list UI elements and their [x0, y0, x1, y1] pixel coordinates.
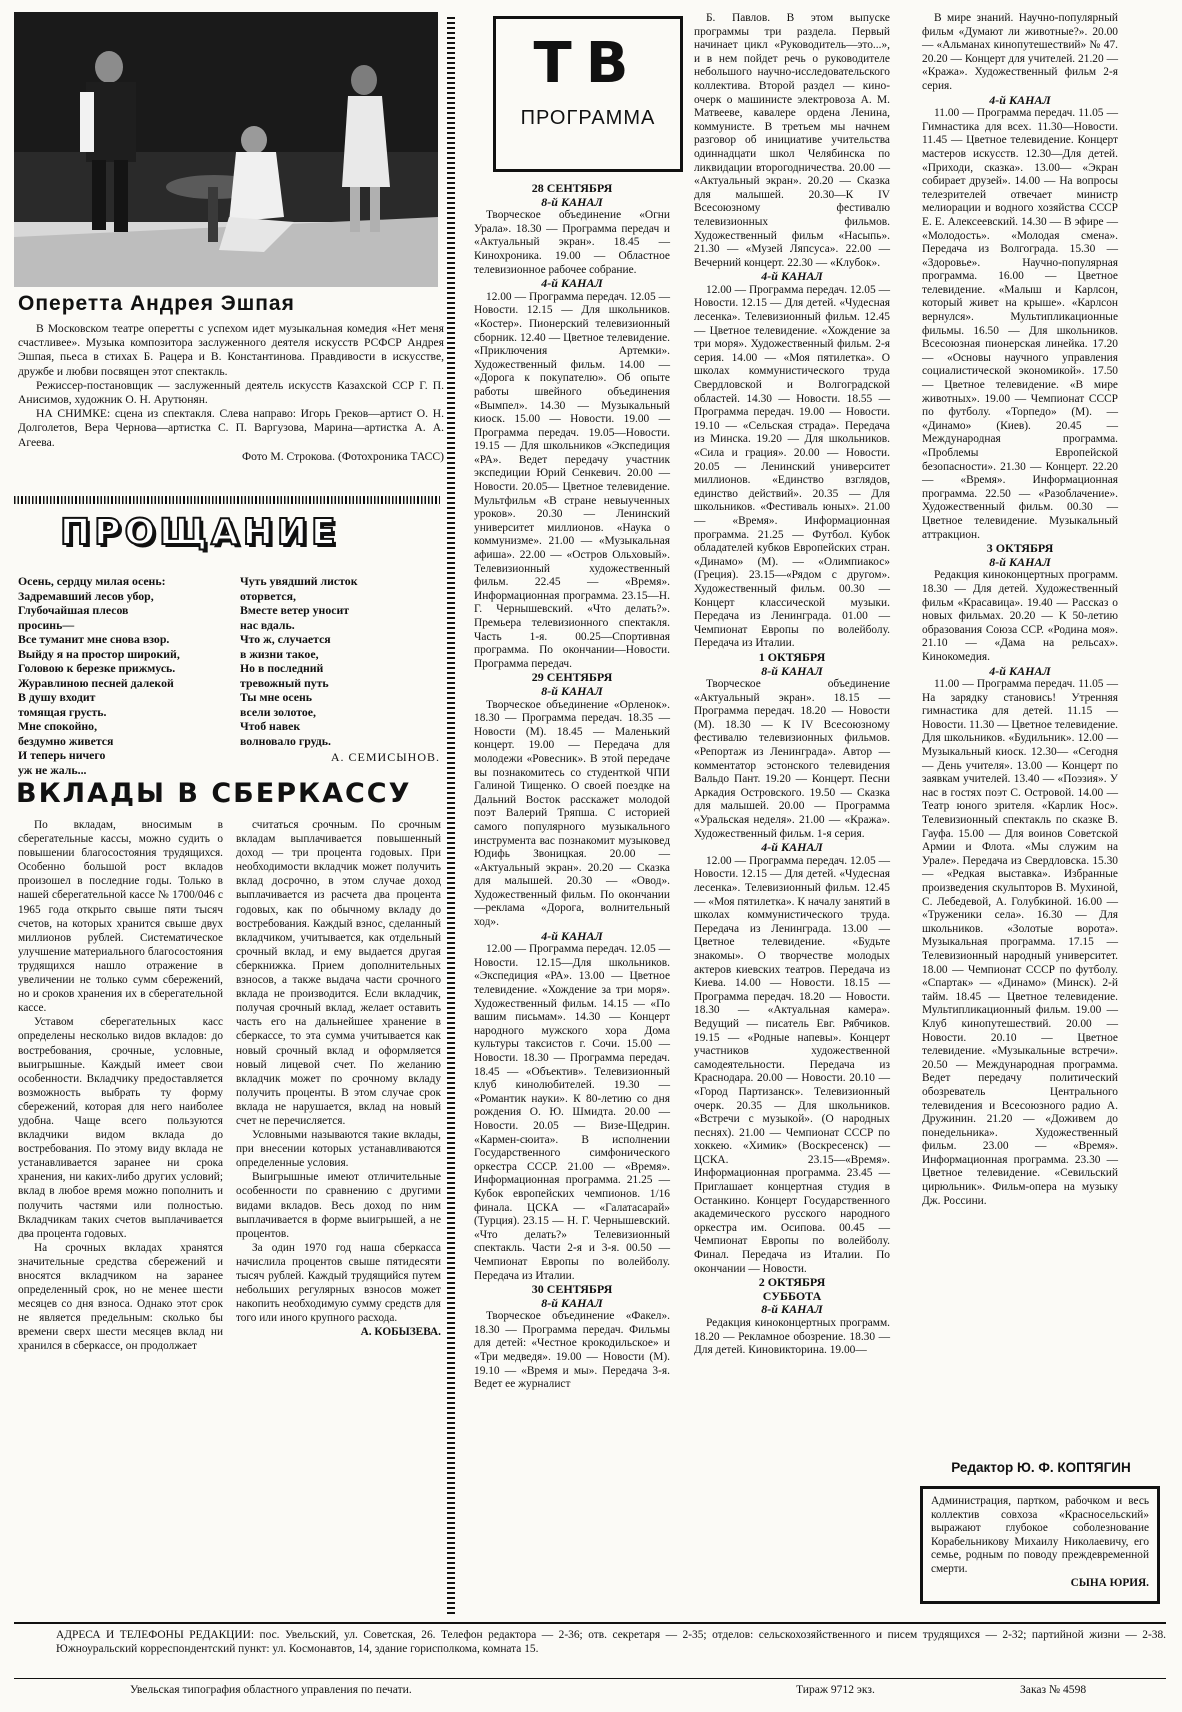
footer-rule: [14, 1622, 1166, 1624]
divider-hatch: [14, 496, 440, 504]
tv-channel-heading: 4-й КАНАЛ: [761, 269, 823, 284]
poem-line: Вместе ветер уносит: [240, 603, 350, 617]
tv-listing: В мире знаний. Научно-популярный фильм «Думают ли животные?». 20.00 — «Альманах кинопутешествий» № 47. 20.20 — Концерт для учителей. 21.20 — «Кража». Художественный фильм 2-я серия.: [922, 12, 1118, 92]
tv-channel-heading: 4-й КАНАЛ: [541, 276, 603, 291]
poem-line: Журавлиною песней далекой: [18, 675, 174, 690]
printer-line: Увельская типография областного управления по печати.: [130, 1683, 412, 1696]
tv-date-heading: 2 ОКТЯБРЯ: [758, 1275, 826, 1290]
poem-line: Мне спокойно,: [18, 719, 98, 733]
poem-line: И теперь ничего: [18, 748, 106, 762]
tv-listing: 12.00 — Программа передач. 12.05 — Новости. 12.15 — Для детей. «Чудесная лесенка». Телевизионный фильм. 12.45 — Цветное телевидение. «Хождение за три моря». Художественный фильм. 2-я серия. 14.00 — «Моя пятилетка». О школах коммунистического труда Свердловской и Волгоградской областей. 14.30 — Новости. 18.55 — Программа передач. 19.00 — Новости. 19.10 — «Сельская страда». Передача из Минска. 19.20 — Для школьников. «Сила и грация». 20.00 — Новости. 20.05 — Ленинский университет миллионов. «Единство взглядов, единство действий». 20.35 — Для школьников. «Фестиваль юных». 21.00 — «Время». Информационная программа. 21.25 — Футбол. Кубок обладателей кубков Европейских стран. «Динамо» (М). — «Олимпиакос» (Греция). 23.15—«Рядом с другом». Художественный фильм. 00.30 — Концерт классической музыки. Передача из Ленинграда. 01.00 — Чемпионат Европы по волейболу. Передача из Италии.: [694, 283, 890, 650]
tv-header: [493, 16, 683, 172]
poem-line: Задремавший лесов убор,: [18, 588, 154, 603]
tv-listing: 11.00 — Программа передач. 11.05 — На зарядку становись! Утренняя гимнастика для детей. 11.15 — Новости. 11.30 — Цветное телевидение. Для школьников. «Будильник». 12.00 —Музыкальный киоск. 12.30— «Сегодня — День учителя». 13.00 — Концерт по заявкам учителей. 13.40 — «Поэзия». У нас в гостях поэт С. Островой. 14.00 — Театр юного зрителя. «Карлик Нос». Телевизионный спектакль по сказке В. Гауфа. 15.00 — Для воинов Советской Армии и Флота. «Мы служим на Урале». Передача из Свердловска. 15.30 — «Редкая выставка». Избранные произведения скульпторов В. Мухиной, С. Лебедевой, А. Голубкиной. 16.00 — «Труженики села». 16.30 — Для школьников. «Золотые ворота». Музыкальная программа. 17.15 — Телевизионный народный университет. 18.00 — Чемпионат СССР по футболу. «Спартак» — «Динамо» (Минск). 2-й тайм. 18.45 — Цветное телевидение. Мультипликационный фильм. 19.00 — Клуб кинопутешествий. 20.00 — Новости. 20.10 — Цветное телевидение. «Музыкальные встречи». 20.50 — Международная программа. Ведет передачу политический обозреватель Центрального телевидения и Всесоюзного радио А. Дружинин. 21.20 — «Доживем до понедельника». Художественный фильм. 23.00 — «Время». Информационная программа. 23.30 — Цветное телевидение. «Севильский цирюльник». Фильм-опера на музыку Дж. Россини.: [922, 678, 1118, 1207]
tv-listing: Творческое объединение «Актуальный экран». 18.15 — Программа передач. 18.20 — Новости (М). 18.30 — К IV Всесоюзному фестивалю телевизионных фильмов. «Репортаж из Ленинграда». Автор — комментатор эстонского телевидения Вальдо Пант. 19.20 — Концерт. Песни Аркадия Островского. 19.50 — Сказка для малышей. 20.00 — Программа «Уральская неделя». 21.00 — «Кража». Художественный фильм. 1-я серия.: [694, 678, 890, 840]
poem-line: Выйду я на простор широкий,: [18, 646, 180, 661]
poem-left: [18, 574, 228, 777]
poem-line: оторвется,: [240, 588, 296, 603]
tv-date-heading: СУББОТА: [762, 1288, 822, 1303]
deposits-column-b: [236, 818, 441, 1339]
tv-listing: Б. Павлов. В этом выпуске программы три раздела. Первый начинает цикл «Руководитель—это...», и в нем пойдет речь о руководителе небольшого научно-исследовательского коллектива. Второй раздел — кино-очерк о машинисте электровоза А. М. Матвееве, кавалере ордена Ленина, коммунисте. В третьем мы начнем разговор об инициативе учительства одиннадцати школ Челябинска по ликвидации второгодничества. 20.00 — «Актуальный экран». 20.20 — Сказка для малышей. 20.30—К IV Всесоюзному фестивалю телевизионных фильмов. Художественный фильм «Насыпь». 21.30 — «Музей Ляпсуса». 22.00 — Вечерний концерт. 22.30 — «Клубок».: [694, 12, 890, 269]
deposits-paragraph: Выигрышные имеют отличительные особенности по сравнению с другими видами вкладов. Весь доход по ним выплачивается в форме выигрышей, а не процентов.: [236, 1171, 441, 1240]
deposits-title: ВКЛАДЫ В СБЕРКАССУ: [16, 778, 412, 809]
tv-channel-heading: 4-й КАНАЛ: [989, 92, 1051, 107]
deposits-paragraph: За один 1970 год наша сберкасса начислила процентов свыше пятидесяти тысяч рублей. Каждый трудящийся путем небольших регулярных взносов может накопить необходимую сумму средств для того или иного крупного расхода.: [236, 1241, 441, 1325]
tv-listing: 12.00 — Программа передач. 12.05 — Новости. 12.15 — Для детей. «Чудесная лесенка». Телевизионный фильм. 12.45 — «Моя пятилетка». К началу занятий в школах коммунистического труда. Передача из Ленинграда. 13.00 — Цветное телевидение. «Будьте знакомы». О творчестве молодых актеров киевских театров. Передача из Киева. 14.00 — Новости. 18.15 — Программа передач. 18.20 — Новости. 18.30 — «Актуальная камера». Ведущий — писатель Евг. Рябчиков. 19.15 — «Родные напевы». Концерт участников художественной самодеятельности. Передача из Краснодара. 20.00 — Новости. 20.10 — «Город Партизанск». Телевизионный очерк. 20.35 — Для школьников. «Встречи с музыкой». (О народных песнях). 21.00 — Чемпионат СССР по хоккею. «Химик» (Воскресенск) — ЦСКА. 23.15—«Время». Информационная программа. 23.45 — Приглашает концертная студия в Останкино. Концерт Государственного академического русского народного оркестра им. Осипова. 00.45 — Чемпионат Европы по волейболу. Финал. Передача из Италии. По окончании — Новости.: [694, 854, 890, 1275]
deposits-paragraph: По вкладам, вносимым в сберегательные кассы, можно судить о повышении благосостояния трудящихся. Особенно большой рост вкладов произошел в последние годы. Только в нашей сберегательной кассе № 1700/046 с 1965 года открыто свыше пяти тысяч счетов, на которых хранится свыше двух миллионов рублей. Систематическое улучшение материального благосостояния трудящихся нашло отражение в увеличении не только сумм сбережений, но и сроков хранения их в сберегательной кассе.: [18, 819, 223, 1015]
tv-header-small: ПРОГРАММА: [520, 107, 656, 129]
poem-line: волновало грудь.: [240, 733, 331, 748]
operetta-paragraph: НА СНИМКЕ: сцена из спектакля. Слева направо: Игорь Греков—артист О. Н. Долголетов, Вера Чернова—артистка С. П. Варгузова, Марина—артистка А. А. Агеева.: [18, 407, 444, 449]
deposits-paragraph: Уставом сберегательных касс определены несколько видов вкладов: до востребования, срочные, условные, выигрышные. Каждый имеет свои особенности. Вкладчику предоставляется возможность выбрать ту форму сбережений, которая для него наиболее удобна. Чаще всего пользуются вкладчики видом вклада до востребования. По этому виду вклада не устанавливается заранее ни срока хранения, ни каких-либо других условий; вклад в любое время можно пополнить и получить частями или полностью. Вкладчикам таких счетов выплачивается два процента годовых.: [18, 1016, 223, 1240]
tv-listing: Редакция киноконцертных программ. 18.20 — Рекламное обозрение. 18.30 — Для детей. Киновикторина. 19.00—: [694, 1317, 890, 1357]
tv-listing: 12.00 — Программа передач. 12.05 — Новости. 12.15 — Для школьников. «Костер». Пионерский телевизионный сборник. 12.40 — Цветное телевидение. «Приключения Артемки». Художественный фильм. 14.00 — «Дорога к покупателю». Об опыте работы швейного объединения «Вымпел». 14.30 — Музыкальный киоск. 15.00 — Новости. 19.00 — Программа передач. 19.05—Новости. 19.15 — Для школьников «Экспедиция «РА». Ведет передачу участник экспедиции Юрий Сенкевич. 20.00 — Новости. 20.05— Цветное телевидение. Мультфильм «В стране невыученных уроков». 20.30 — Ленинский университет миллионов. «Наука о коммунизме». 21.00 — «Музыкальная афиша». 22.00 — «Остров Ольховый». Телевизионный художественный фильм. 22.45 — «Время». Информационная программа. 23.15—Н. Г. Чернышевский. «Что делать?». Премьера телевизионного спектакля. Часть 1-я. 00.25—Спортивная программа. По окончании—Новости. Программа передач.: [474, 290, 670, 670]
poem-line: Все туманит мне снова взор.: [18, 632, 170, 646]
deposits-paragraph: Условными называются такие вклады, при внесении которых устанавливаются определенные условия.: [236, 1129, 441, 1170]
operetta-photo: [14, 12, 438, 287]
poem-line: тревожный путь: [240, 675, 329, 690]
condolence-notice: [920, 1486, 1160, 1604]
tv-channel-heading: 4-й КАНАЛ: [541, 928, 603, 943]
tv-channel-heading: 8-й КАНАЛ: [761, 663, 823, 678]
operetta-paragraph: Режиссер-постановщик — заслуженный деятель искусств Казахской ССР Г. П. Анисимов, художник О. Н. Арутюнян.: [18, 378, 444, 407]
deposits-paragraph: На срочных вкладах хранятся значительные средства сбережений и вносятся вкладчиком на заранее определенный срок, но не менее шести месяцев со дня взноса. Однако этот срок не является предельным: сколько бы времени сверх шести месяцев вклад ни хранился в сберкассе, он продолжает: [18, 1241, 223, 1353]
operetta-text: [18, 322, 444, 464]
poem-author: А. СЕМИСЫНОВ.: [330, 750, 440, 764]
tv-listing: Редакция киноконцертных программ. 18.30 — Для детей. Художественный фильм «Красавица». 19.40 — Рассказ о новых фильмах. 20.20 — К 50-летию образования Союза ССР. «Родина моя». 21.10 — «Дама на рельсах». Кинокомедия.: [922, 569, 1118, 663]
tv-column-3: [694, 12, 890, 1358]
deposits-paragraph: считаться срочным. По срочным вкладам выплачивается повышенный доход — три процента годовых. При необходимости вкладчик может получить вклад досрочно, в этом случае доход выплачивается из расчета два процента годовых, как по обычному вкладу до востребования. Каждый взнос, сделанный вкладчиком, учитывается, как отдельный срочный вклад, и ему выдается другая сберкнижка. Прием дополнительных взносов, а также выдача части срочного вклада не производится. Если вкладчик, получая срочный вклад, желает оставить часть его на дальнейшее хранение в сберкассе, то эта сумма учитывается как новый срочный вклад и оформляется новый лицевой счет. По желанию вкладчик может по срочному вкладу получить проценты. В этом случае срок вклада не нарушается, вклад на новый счет не перечисляется.: [236, 819, 441, 1127]
tv-header-big: ТВ: [533, 31, 643, 96]
poem-line: Чуть увядший листок: [240, 574, 358, 588]
tv-listing: 12.00 — Программа передач. 12.05 — Новости. 12.15—Для школьников. «Экспедиция «РА». 13.00 — Цветное телевидение. «Хождение за три моря». Художественный фильм. 14.15 — «По вашим письмам». 14.30 — Концерт народного мужского хора Дома культуры таксистов г. Сочи. 15.00 — Новости. 18.30 — Программа передач. 18.45 — «Объектив». Телевизионный клуб кинолюбителей. 19.30 — «Романтик науки». К 80-летию со дня рождения О. Ю. Шмидта. 20.00 — Новости. 20.05 — Визе-Щедрин. «Кармен-сюита». В исполнении Государственного симфонического оркестра СССР. 21.00 — «Время». Информационная программа. 21.25 — Кубок европейских чемпионов. 1/16 финала. ЦСКА — «Галатасарай» (Турция). 23.15 — Н. Г. Чернышевский. «Что делать?» Телевизионный спектакль. Части 2-я и 3-я. 00.50 — Чемпионат Европы по волейболу. Передача из Италии.: [474, 943, 670, 1282]
tv-channel-heading: 4-й КАНАЛ: [761, 840, 823, 855]
tv-channel-heading: 8-й КАНАЛ: [761, 1302, 823, 1317]
poem-line: томящая грусть.: [18, 704, 107, 719]
tv-listing: Творческое объединение «Факел». 18.30 — Программа передач. Фильмы для детей: «Честное крокодильское» и «Три медведя». 19.00 — Новости (М). 19.10 — «Время и мы». Передача 3-я. Ведет ее журналист: [474, 1310, 670, 1391]
tv-listing: Творческое объединение «Орленок». 18.30 — Программа передач. 18.35 — Новости (М). 18.45 — Маленький концерт. 19.00 — Передача для молодежи «Ровесник». В этой передаче вы познакомитесь со студенткой ЧПИ Галиной Тищенко. О своей поездке на Дальний Восток расскажет молодой поэт Валерий Тряпша. С историей самого популярного музыкального инструмента вас познакомит музыковед Юдифь Звоницкая. 20.00 — «Актуальный экран». 20.20 — Сказка для малышей. 20.30 — «Овод». Художественный фильм. По окончании —реклама «Дорога, волнительный ход».: [474, 698, 670, 929]
print-run: Тираж 9712 экз.: [796, 1683, 875, 1696]
tv-channel-heading: 8-й КАНАЛ: [541, 1295, 603, 1310]
tv-listing: 11.00 — Программа передач. 11.05 — Гимнастика для всех. 11.30—Новости. 11.45 — Цветное телевидение. Концерт мастеров искусств. 12.30—Для детей. «Приходи, сказка». 13.00— «Экран собирает друзей». 14.00 — На вопросы телезрителей отвечает министр мелиорации и водного хозяйства СССР Е. Е. Алексеевский. 14.30 — В эфире — «Молодость». «Молодая смена». Передача из Волгограда. 15.30 — «Здоровье». Научно-популярная программа. 16.00 — Цветное телевидение. «Малыш и Карлсон, который живет на крыше». «Карлсон вернулся». Мультипликационные фильмы. 16.50 — Для школьников. Всесоюзная пионерская линейка. 17.20 — «Основы научного управления социалистической экономикой». 17.50 — Цветное телевидение. «В мире животных». 19.00 — Чемпионат СССР по футболу. «Торпедо» (М). — «Динамо» (Киев). 20.45 — Международная программа. «Проблемы Европейской безопасности». 21.30 — Концерт. 22.20 — «Время». Информационная программа. 22.50 — «Разоблачение». Художественный фильм. 00.30 — Цветное телевидение. Музыкальный аттракцион.: [922, 107, 1118, 541]
footer-address: АДРЕСА И ТЕЛЕФОНЫ РЕДАКЦИИ: пос. Увельский, ул. Советская, 26. Телефон редактора — 2-36; отв. секретаря — 2-35; отделов: сельскохозяйственного и писем трудящихся — 2-32; партийной жизни — 2-38. Южноуральский корреспондентский пункт: ул. Космонавтов, 14, здание горисполкома, комната 15.: [56, 1629, 1166, 1655]
poem-line: Головою к березке прижмусь.: [18, 661, 176, 675]
poem-line: нас вдаль.: [240, 617, 295, 632]
poem-line: бездумно живется: [18, 733, 114, 748]
poem-line: всели золотое,: [240, 704, 316, 719]
column-divider: [447, 14, 455, 1614]
tv-listing: Творческое объединение «Огни Урала». 18.30 — Программа передач и «Актуальный экран». 18.45 — Кинохроника. 19.00 — Областное телевизионное рабочее собрание.: [474, 209, 670, 276]
farewell-title: ПРОЩАНИЕ: [60, 512, 340, 553]
operetta-title: Оперетта Андрея Эшпая: [18, 292, 295, 315]
operetta-paragraph: В Московском театре оперетты с успехом идет музыкальная комедия «Нет меня счастливее». Музыка композитора заслуженного деятеля искусств РСФСР Андрея Эшпая, пьеса в стихах Б. Рацера и В. Константинова. Правдивости в искусстве, дружбе и любви посвящен этот спектакль.: [18, 322, 444, 378]
photo-credit: Фото М. Строкова. (Фотохроника ТАСС): [241, 449, 444, 463]
poem-line: Что ж, случается: [240, 632, 331, 646]
tv-channel-heading: 8-й КАНАЛ: [541, 194, 603, 209]
poem-line: В душу входит: [18, 690, 96, 704]
poem-line: уж не жаль...: [18, 762, 87, 777]
tv-column-2: [474, 182, 670, 1392]
deposits-author: А. КОБЫЗЕВА.: [360, 1326, 441, 1339]
tv-channel-heading: 4-й КАНАЛ: [989, 663, 1051, 678]
poem-line: Ты мне осень: [240, 690, 313, 704]
tv-channel-heading: 8-й КАНАЛ: [989, 554, 1051, 569]
poem-line: Глубочайшая плесов: [18, 603, 129, 617]
tv-date-heading: 28 СЕНТЯБРЯ: [531, 181, 613, 195]
tv-date-heading: 3 ОКТЯБРЯ: [986, 541, 1054, 556]
tv-date-heading: 1 ОКТЯБРЯ: [758, 649, 826, 664]
tv-date-heading: 29 СЕНТЯБРЯ: [531, 670, 613, 685]
poem-line: Осень, сердцу милая осень:: [18, 574, 166, 588]
editor-line: Редактор Ю. Ф. КОПТЯГИН: [951, 1460, 1131, 1475]
condolence-sign: СЫНА ЮРИЯ.: [1070, 1576, 1149, 1589]
tv-column-4: [922, 12, 1118, 1208]
poem-right: [240, 574, 440, 748]
tv-channel-heading: 8-й КАНАЛ: [541, 683, 603, 698]
order-number: Заказ № 4598: [1020, 1683, 1087, 1696]
poem-line: просинь—: [18, 617, 75, 632]
condolence-text: Администрация, партком, рабочком и весь коллектив совхоза «Красносельский» выражают глубокое соболезнование Корабельникову Михаилу Николаевичу, его семье, родным по поводу преждевременной смерти.: [931, 1495, 1149, 1575]
poem-line: Чтоб навек: [240, 719, 301, 733]
poem-line: в жизни такое,: [240, 646, 319, 661]
footer-rule-2: [14, 1678, 1166, 1679]
poem-line: Но в последний: [240, 661, 324, 675]
deposits-column-a: [18, 818, 223, 1354]
tv-date-heading: 30 СЕНТЯБРЯ: [531, 1282, 613, 1297]
